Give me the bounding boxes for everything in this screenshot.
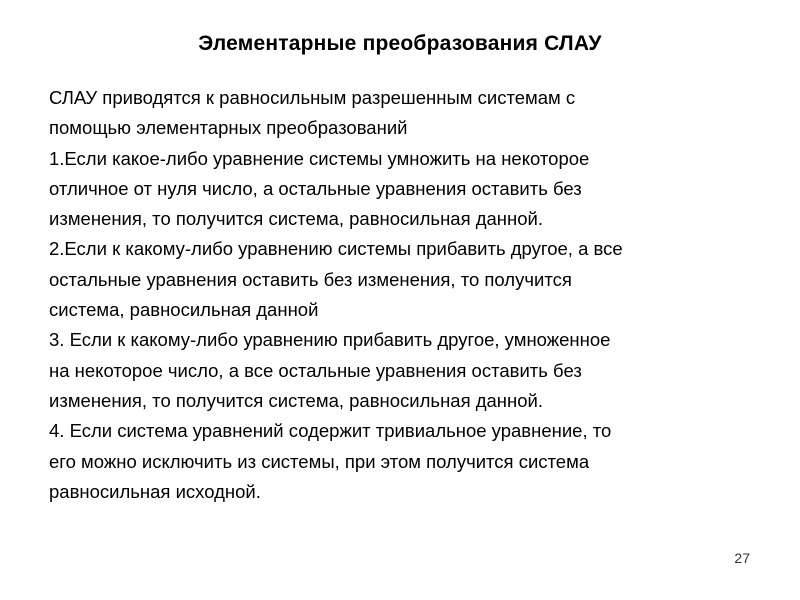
body-line: 3. Если к какому-либо уравнению прибавить другое, умноженное	[49, 329, 611, 351]
slide-title: Элементарные преобразования СЛАУ	[198, 32, 602, 55]
body-line: на некоторое число, а все остальные уравнения оставить без	[49, 359, 582, 381]
page-number: 27	[734, 550, 750, 566]
body-line: отличное от нуля число, а остальные уравнения оставить без	[49, 177, 582, 199]
body-line: изменения, то получится система, равносильная данной.	[49, 208, 544, 230]
body-line: система, равносильная данной	[49, 299, 319, 321]
body-line: 1.Если какое-либо уравнение системы умножить на некоторое	[49, 147, 590, 169]
body-line: равносильная исходной.	[49, 480, 261, 502]
slide-body	[49, 83, 769, 507]
body-line: помощью элементарных преобразований	[49, 117, 408, 139]
body-line: 2.Если к какому-либо уравнению системы прибавить другое, а все	[49, 238, 623, 260]
body-line: остальные уравнения оставить без изменения, то получится	[49, 268, 572, 290]
body-line: СЛАУ приводятся к равносильным разрешенным системам с	[49, 87, 576, 108]
body-line: его можно исключить из системы, при этом получится система	[49, 450, 590, 472]
body-line: изменения, то получится система, равносильная данной.	[49, 389, 544, 411]
body-line: 4. Если система уравнений содержит тривиальное уравнение, то	[49, 420, 612, 442]
